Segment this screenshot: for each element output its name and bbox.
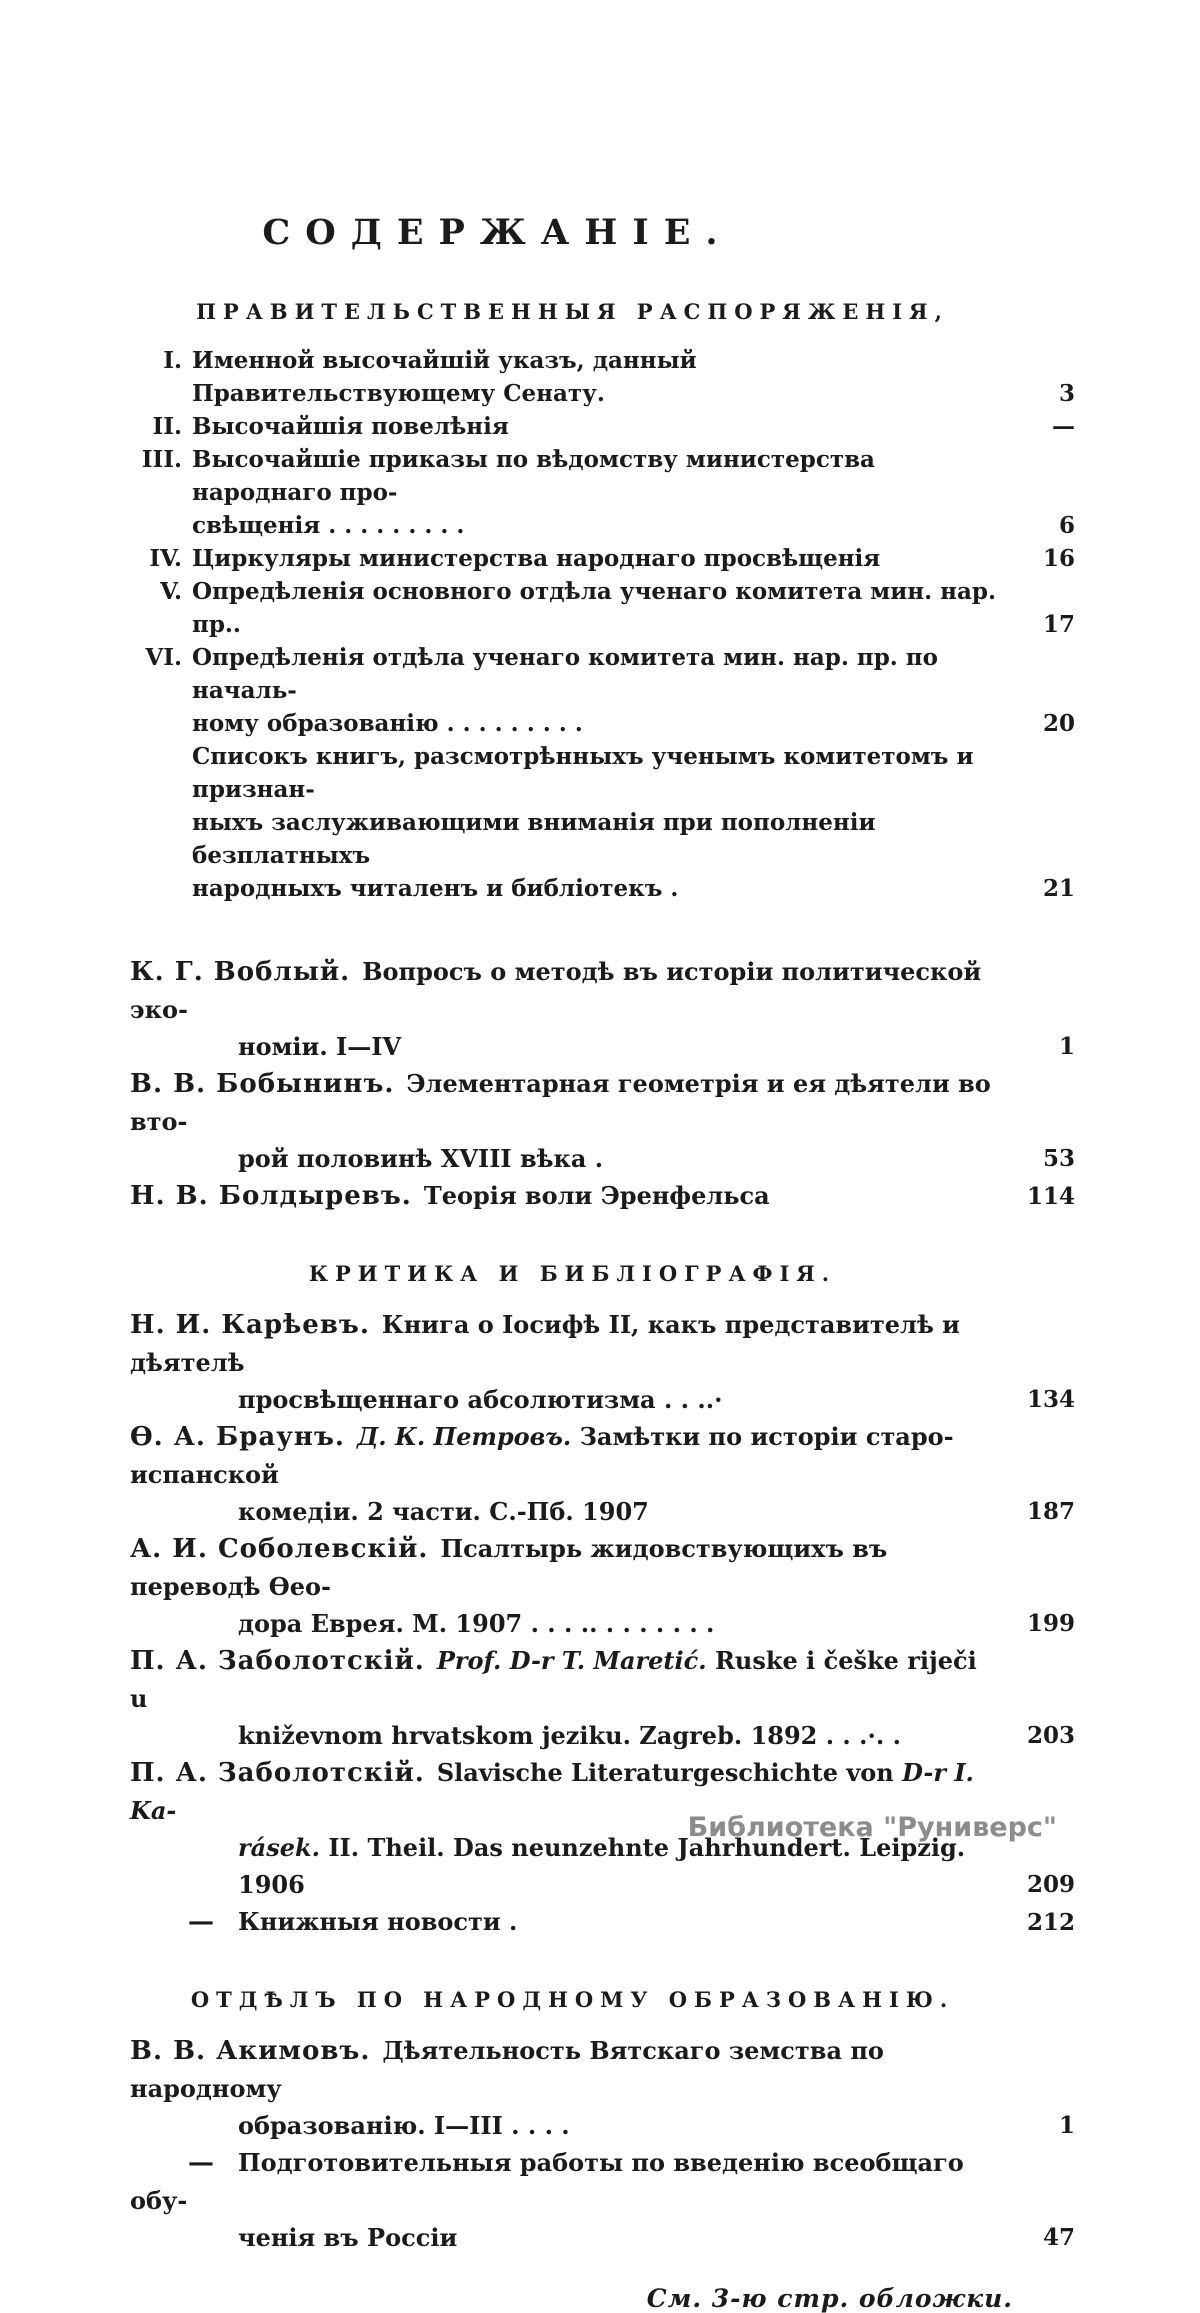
entry-text — [130, 1065, 1001, 1177]
entry-line — [130, 1418, 1001, 1493]
entry-text-segment: дора Еврея. М. 1907 . . . .. . . . . . . . — [238, 1609, 715, 1638]
entry-page: 20 — [1042, 710, 1075, 737]
author-dash: — — [188, 2148, 214, 2178]
entry-page: 134 — [1026, 1386, 1075, 1413]
entry-line — [130, 2144, 1001, 2219]
toc-entry — [130, 1530, 1075, 1642]
toc-entry — [130, 1903, 1075, 1941]
author-name: Ѳ. А. Браунъ. — [130, 1422, 345, 1452]
toc-entry — [130, 542, 1075, 575]
toc-entry — [130, 2144, 1075, 2256]
entry-text — [192, 641, 1001, 740]
entry-text-segment: Подготовительныя работы по введенію всеобщаго обу- — [130, 2148, 964, 2215]
entry-text-segment: Именной высочайшій указъ, данный Правительствующему Сенату. — [192, 347, 697, 407]
entry-line — [130, 1028, 1001, 1065]
section-heading: ПРАВИТЕЛЬСТВЕННЫЯ РАСПОРЯЖЕНІЯ, — [196, 299, 949, 324]
entry-line — [192, 641, 1001, 707]
entry-text-segment: Высочайшія повелѣнія — [192, 413, 509, 440]
entry-line — [130, 953, 1001, 1028]
entry-text — [130, 1306, 1001, 1418]
entry-page: 212 — [1026, 1909, 1075, 1936]
entry-text-segment: kniževnom hrvatskom jeziku. Zagreb. 1892 . . .·. . — [238, 1721, 901, 1750]
author-dash: — — [188, 1907, 214, 1937]
entry-text — [192, 740, 1001, 905]
entry-line — [130, 1381, 1001, 1418]
entry-line — [130, 1642, 1001, 1717]
entry-line — [130, 1717, 1001, 1754]
entry-text-segment: Теорія воли Эренфельса — [423, 1181, 770, 1210]
entry-text-segment: Slavische Literaturgeschichte von — [436, 1758, 903, 1787]
author-name: Н. И. Карѣевъ. — [130, 1310, 370, 1340]
entry-line — [192, 740, 1001, 806]
entry-number: VI. — [145, 644, 182, 671]
entry-text — [130, 1418, 1001, 1530]
entry-text-segment: Книга о Іосифѣ II, какъ представителѣ и дѣятелѣ — [130, 1310, 960, 1377]
scanned-page — [130, 212, 1075, 2313]
entry-line — [192, 806, 1001, 872]
entry-text-segment: Списокъ книгъ, разсмотрѣнныхъ ученымъ комитетомъ и признан- — [192, 743, 974, 803]
entry-page: 199 — [1026, 1610, 1075, 1637]
entry-number: I. — [163, 347, 182, 374]
entry-page: 114 — [1026, 1183, 1075, 1210]
entry-line — [192, 542, 1001, 575]
entry-page: 1 — [1058, 2112, 1075, 2139]
entry-text-italic: rásek. — [238, 1833, 320, 1862]
entry-page: 1 — [1058, 1033, 1075, 1060]
entry-page: 47 — [1042, 2224, 1075, 2251]
entry-text-segment: ченія въ Россіи — [238, 2223, 458, 2252]
entry-line — [130, 1605, 1001, 1642]
entry-text — [130, 1642, 1001, 1754]
toc-entry — [130, 2032, 1075, 2144]
entry-line — [130, 1306, 1001, 1381]
author-name: П. А. Заболотскій. — [130, 1758, 425, 1788]
entry-text-segment: Элементарная геометрія и ея дѣятели во вто- — [130, 1069, 991, 1136]
entry-text — [130, 2032, 1001, 2144]
entry-line — [130, 2219, 1001, 2256]
entry-text-italic: Д. К. Петровъ. — [356, 1422, 572, 1451]
entry-text-segment: ному образованію . . . . . . . . . — [192, 710, 583, 737]
entry-line — [192, 509, 1001, 542]
entry-text — [130, 1903, 1001, 1941]
entry-page: 3 — [1058, 380, 1075, 407]
entry-text-segment: народныхъ читаленъ и библіотекъ . — [192, 875, 679, 902]
entry-text-segment: Высочайшіе приказы по вѣдомству министерства народнаго про- — [192, 446, 875, 506]
author-name: А. И. Соболевскій. — [130, 1534, 429, 1564]
toc-section — [130, 2032, 1075, 2256]
toc-entry — [130, 575, 1075, 641]
author-name: К. Г. Воблый. — [130, 957, 351, 987]
entry-text-italic: Prof. D-r T. Maretić. — [436, 1646, 707, 1675]
entry-text-segment: Опредѣленія отдѣла ученаго комитета мин. нар. пр. по началь- — [192, 644, 938, 704]
toc-body — [130, 299, 1075, 2256]
entry-text — [192, 575, 1001, 641]
entry-text — [130, 1177, 1001, 1215]
entry-text-italic: D-r I. Ka- — [130, 1758, 974, 1825]
toc-entry — [130, 1418, 1075, 1530]
entry-text-segment: просвѣщеннаго абсолютизма . . ..· — [238, 1385, 723, 1414]
toc-entry — [130, 641, 1075, 740]
entry-page: 187 — [1026, 1498, 1075, 1525]
author-name: Н. В. Болдыревъ. — [130, 1181, 412, 1211]
entry-text-segment: Дѣятельность Вятскаго земства по народному — [130, 2036, 884, 2103]
toc-entry — [130, 740, 1075, 905]
toc-entry — [130, 410, 1075, 443]
section-heading: ОТДѢЛЪ ПО НАРОДНОМУ ОБРАЗОВАНІЮ. — [190, 1987, 955, 2012]
section-heading: КРИТИКА И БИБЛІОГРАФІЯ. — [308, 1261, 837, 1286]
toc-entry — [130, 443, 1075, 542]
entry-text — [192, 542, 1001, 575]
entry-line — [130, 1177, 1001, 1215]
entry-text-segment: образованію. I—III . . . . — [238, 2111, 570, 2140]
entry-text-segment: II. Theil. Das neunzehnte Jahrhundert. Leipzig. 1906 — [238, 1833, 966, 1899]
entry-text — [130, 1530, 1001, 1642]
entry-line — [192, 410, 1001, 443]
toc-entry — [130, 953, 1075, 1065]
entry-text-segment: комедіи. 2 части. С.-Пб. 1907 — [238, 1497, 649, 1526]
entry-number: III. — [141, 446, 182, 473]
entry-line — [192, 872, 1001, 905]
entry-text-segment: ныхъ заслуживающими вниманія при пополненіи безплатныхъ — [192, 809, 876, 869]
entry-text-segment: Псалтырь жидовствующихъ въ переводѣ Ѳео- — [130, 1534, 888, 1601]
toc-section — [130, 1306, 1075, 1941]
entry-text — [130, 2144, 1001, 2256]
entry-text-segment: Книжныя новости . — [238, 1907, 518, 1936]
entry-line — [130, 1530, 1001, 1605]
entry-text — [192, 344, 1001, 410]
entry-page: 6 — [1058, 512, 1075, 539]
entry-text-segment: Циркуляры министерства народнаго просвѣщенія — [192, 545, 881, 572]
entry-number: V. — [160, 578, 182, 605]
author-name: В. В. Акимовъ. — [130, 2036, 371, 2066]
entry-line — [130, 1065, 1001, 1140]
entry-line — [192, 575, 1001, 641]
toc-entry — [130, 1177, 1075, 1215]
entry-line — [130, 2107, 1001, 2144]
entry-text-segment: Замѣтки по исторіи старо-испанской — [130, 1422, 954, 1489]
author-name: П. А. Заболотскій. — [130, 1646, 425, 1676]
toc-entry — [130, 1642, 1075, 1754]
entry-text-segment: Вопросъ о методѣ въ исторіи политической эко- — [130, 957, 982, 1024]
entry-text-segment: Ruske i češke riječi u — [130, 1646, 977, 1713]
page-title: СОДЕРЖАНІЕ. — [262, 212, 733, 253]
entry-page: 16 — [1042, 545, 1075, 572]
entry-line — [130, 1140, 1001, 1177]
entry-number: II. — [152, 413, 182, 440]
entry-line — [130, 1903, 1001, 1941]
toc-entry — [130, 1065, 1075, 1177]
entry-text — [192, 443, 1001, 542]
toc-entry — [130, 344, 1075, 410]
entry-line — [130, 2032, 1001, 2107]
entry-text-segment: номіи. I—IV — [238, 1032, 402, 1061]
entry-line — [192, 707, 1001, 740]
toc-section — [130, 344, 1075, 905]
toc-section — [130, 953, 1075, 1215]
entry-page: — — [1052, 413, 1075, 440]
footer-note: См. 3-ю стр. обложки. — [646, 2284, 1013, 2313]
entry-line — [192, 443, 1001, 509]
entry-page: 17 — [1042, 611, 1075, 638]
entry-number: IV. — [149, 545, 182, 572]
watermark: Библиотека "Руниверс" — [687, 1812, 1057, 1843]
entry-text-segment: свѣщенія . . . . . . . . . — [192, 512, 465, 539]
entry-page: 21 — [1042, 875, 1075, 902]
toc-entry — [130, 1306, 1075, 1418]
entry-text — [130, 953, 1001, 1065]
entry-line — [130, 1493, 1001, 1530]
entry-page: 53 — [1042, 1145, 1075, 1172]
entry-page: 209 — [1026, 1871, 1075, 1898]
entry-text — [192, 410, 1001, 443]
entry-text-segment: рой половинѣ XVIII вѣка . — [238, 1144, 604, 1173]
entry-page: 203 — [1026, 1722, 1075, 1749]
author-name: В. В. Бобынинъ. — [130, 1069, 395, 1099]
entry-text-segment: Опредѣленія основного отдѣла ученаго комитета мин. нар. пр.. — [192, 578, 996, 638]
entry-line — [192, 344, 1001, 410]
